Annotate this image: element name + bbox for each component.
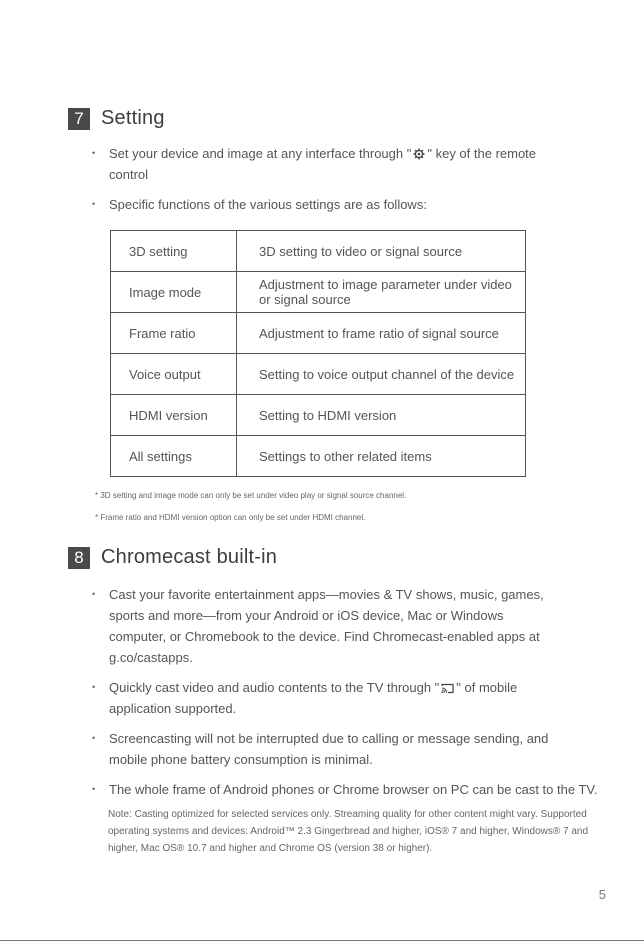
section-8-title: Chromecast built-in <box>101 546 278 568</box>
section-7-bullet-1 <box>92 143 549 185</box>
bullet-text: Specific functions of the various settings are as follows: <box>109 197 427 212</box>
settings-row-key: Image mode <box>111 272 237 313</box>
settings-row <box>111 395 526 436</box>
bottom-divider <box>0 940 644 941</box>
settings-row-key: Frame ratio <box>111 313 237 354</box>
section-7-bullet-2 <box>92 194 612 215</box>
section-8-heading <box>68 546 277 569</box>
settings-table <box>110 230 526 477</box>
section-7-bullets <box>92 143 612 215</box>
settings-row-key: 3D setting <box>111 231 237 272</box>
settings-row <box>111 313 526 354</box>
settings-row <box>111 354 526 395</box>
section-8-bullet-2 <box>92 677 549 719</box>
section-7-title: Setting <box>101 107 165 129</box>
footnote-2: * Frame ratio and HDMI version option can only be set under HDMI channel. <box>95 513 366 522</box>
bullet-text: Quickly cast video and audio contents to the TV through " <box>109 680 440 695</box>
section-8-bullets <box>92 584 612 800</box>
settings-row <box>111 436 526 477</box>
section-8-number: 8 <box>68 547 90 569</box>
bullet-text: Screencasting will not be interrupted due to calling or message sending, and mobile phone battery consumption is minimal. <box>109 731 549 767</box>
settings-row-value: Adjustment to image parameter under video or signal source <box>237 272 526 313</box>
bullet-text: Cast your favorite entertainment apps—movies & TV shows, music, games, sports and more—from your Android or iOS device, Mac or Windows computer, or Chromebook to the device. Find Chromecast-enabled apps at g.co/castapps. <box>109 587 544 665</box>
page-number: 5 <box>598 887 606 902</box>
section-7-number: 7 <box>68 108 90 130</box>
footnote-1: * 3D setting and image mode can only be set under video play or signal source channel. <box>95 491 407 500</box>
settings-row-key: Voice output <box>111 354 237 395</box>
casting-note: Note: Casting optimized for selected services only. Streaming quality for other content might vary. Supported operating systems and devices: Android™ 2.3 Gingerbread and higher, iOS® 7 and higher, Windows® 7 and higher, Mac OS® 10.7 and higher and Chrome OS (version 38 or higher). <box>108 809 589 854</box>
settings-row-value: Setting to HDMI version <box>237 395 526 436</box>
cast-icon <box>441 683 454 694</box>
settings-row-key: All settings <box>111 436 237 477</box>
section-7-heading <box>68 107 165 130</box>
section-8-bullet-4 <box>92 779 612 800</box>
bullet-text: " key of the remote control <box>109 146 537 182</box>
settings-row-key: HDMI version <box>111 395 237 436</box>
settings-row-value: Settings to other related items <box>237 436 526 477</box>
settings-row <box>111 231 526 272</box>
settings-row <box>111 272 526 313</box>
gear-icon <box>413 148 425 160</box>
bullet-text: " of mobile application supported. <box>109 680 518 716</box>
bullet-text: The whole frame of Android phones or Chrome browser on PC can be cast to the TV. <box>109 782 598 797</box>
section-8-bullet-1 <box>92 584 549 668</box>
settings-row-value: Adjustment to frame ratio of signal source <box>237 313 526 354</box>
settings-row-value: Setting to voice output channel of the device <box>237 354 526 395</box>
settings-row-value: 3D setting to video or signal source <box>259 243 463 259</box>
bullet-text: Set your device and image at any interface through " <box>109 146 412 161</box>
section-8-bullet-3 <box>92 728 564 770</box>
